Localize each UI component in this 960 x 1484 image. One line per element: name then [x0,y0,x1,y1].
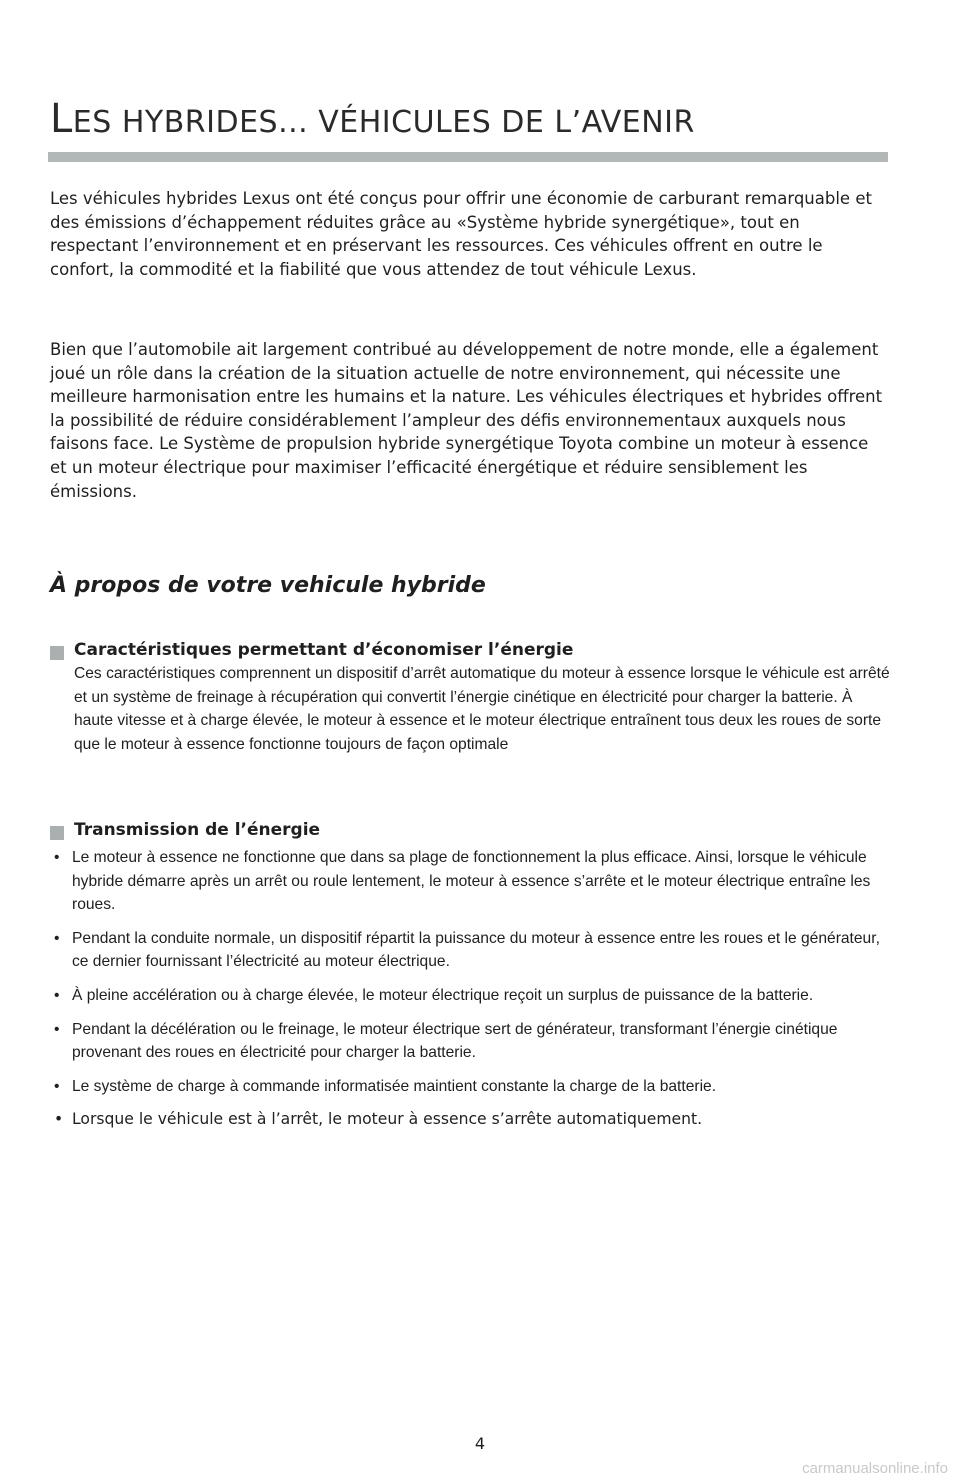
square-bullet-icon [50,646,64,660]
list-item-text: À pleine accélération ou à charge élevée, le moteur électrique reçoit un surplus de puissance de la batterie. [72,986,814,1004]
list-item-text: Pendant la conduite normale, un dispositif répartit la puissance du moteur à essence entre les roues et le générateur, ce dernier fournissant l’électricité au moteur électrique. [72,929,880,971]
list-item [50,1018,890,1065]
bullet-dot: • [54,1020,60,1038]
list-item [50,984,890,1008]
page-number: 4 [474,1434,486,1453]
subsection-body-energy-saving: Ces caractéristiques comprennent un dispositif d’arrêt automatique du moteur à essence lorsque le véhicule est arrêté et un système de freinage à récupération qui convertit l’énergie cinétique en électricité pour charger la batterie. À haute vitesse et à charge élevée, le moteur à essence et le moteur électrique entraînent tous deux les roues de sorte que le moteur à essence fonctionne toujours de façon optimale [74,665,890,753]
subsection-heading-energy-saving: Caractéristiques permettant d’économiser l’énergie [74,640,574,660]
list-item [50,1075,890,1099]
list-item-text: Lorsque le véhicule est à l’arrêt, le moteur à essence s’arrête automatiquement. [72,1110,703,1129]
list-item-text: Le système de charge à commande informatisée maintient constante la charge de la batterie. [72,1077,717,1095]
section-heading: À propos de votre vehicule hybride [50,573,486,598]
list-item [50,927,890,974]
square-bullet-icon [50,826,64,840]
list-item [50,846,890,917]
list-item [50,1108,890,1132]
bullet-dot: • [54,1077,60,1095]
list-item-text: Pendant la décélération ou le freinage, le moteur électrique sert de générateur, transformant l’énergie cinétique provenant des roues en électricité pour charger la batterie. [72,1020,838,1062]
bullet-dot: • [54,929,60,947]
title-rule [48,152,888,162]
page-title [50,96,695,142]
intro-paragraph-2: Bien que l’automobile ait largement contribué au développement de notre monde, elle a également joué un rôle dans la création de la situation actuelle de notre environnement, qui nécessite une meilleure harmonisation entre les humains et la nature. Les véhicules électriques et hybrides offrent la possibilité de réduire considérablement l’ampleur des défis environnementaux auxquels nous faisons face. Le Système de propulsion hybride synergétique Toyota combine un moteur à essence et un moteur électrique pour maximiser l’efficacité énergétique et réduire sensiblement les émissions. [50,340,883,501]
bullet-dot: • [54,1110,64,1129]
page-title-rest: ES HYBRIDES... VÉHICULES DE L’AVENIR [72,105,695,140]
page-title-initial: L [50,96,73,142]
watermark: carmanualsonline.info [802,1460,948,1477]
intro-paragraph-1: Les véhicules hybrides Lexus ont été conçus pour offrir une économie de carburant remarquable et des émissions d’échappement réduites grâce au «Système hybride synergétique», tout en respectant l’environnement et en préservant les ressources. Ces véhicules offrent en outre le confort, la commodité et la fiabilité que vous attendez de tout véhicule Lexus. [50,189,872,279]
bullet-dot: • [54,986,60,1004]
list-item-text: Le moteur à essence ne fonctionne que dans sa plage de fonctionnement la plus efficace. Ainsi, lorsque le véhicule hybride démarre après un arrêt ou roule lentement, le moteur à essence s’arrête et le moteur électrique entraîne les roues. [72,849,871,914]
subsection-heading-transmission: Transmission de l’énergie [74,820,321,840]
bullet-dot: • [54,849,60,866]
transmission-bullet-list [50,846,890,1142]
